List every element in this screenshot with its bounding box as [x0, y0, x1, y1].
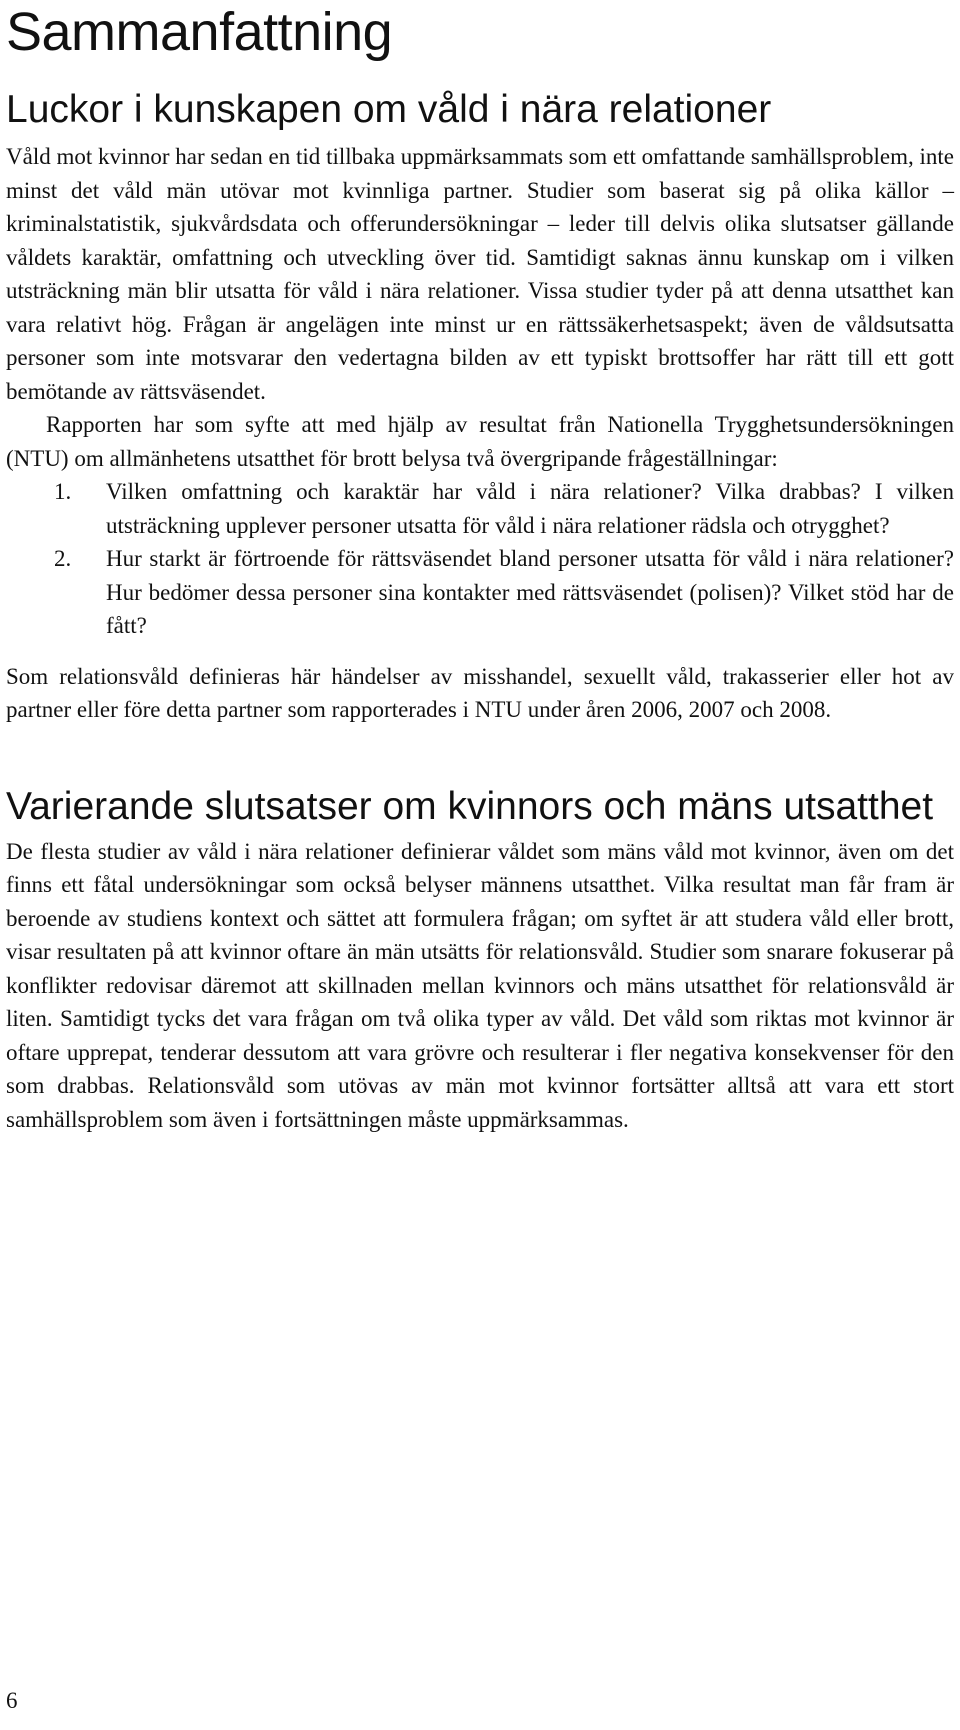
list-item-number: 1. [54, 479, 72, 504]
page-number: 6 [6, 1688, 18, 1713]
list-item-number: 2. [54, 546, 72, 571]
document-page [6, 0, 954, 1136]
body-paragraph: Rapporten har som syfte att med hjälp av resultat från Nationella Trygghetsundersökningen (NTU) om allmänhetens utsatthet för brott belysa två övergripande frågeställningar: [6, 412, 954, 471]
section-heading-luckor: Luckor i kunskapen om våld i nära relationer [6, 88, 772, 131]
list-item [6, 542, 954, 643]
page-title: Sammanfattning [6, 2, 393, 62]
question-list [6, 475, 954, 643]
list-item [6, 475, 954, 542]
body-paragraph: De flesta studier av våld i nära relationer definierar våldet som mäns våld mot kvinnor, även om det finns ett fåtal undersökningar som också belyser männens utsatthet. Vilka resultat man får fram är beroende av studiens kontext och sättet att formulera frågan; om syftet är att studera våld eller brott, visar resultaten på att kvinnor oftare än män utsätts för relationsvåld. Studier som snarare fokuserar på konflikter redovisar däremot att skillnaden mellan kvinnors och mäns utsatthet för relationsvåld är liten. Samtidigt tycks det vara frågan om två olika typer av våld. Det våld som riktas mot kvinnor är oftare upprepat, tenderar dessutom att vara grövre och resulterar i fler negativa konsekvenser för den som drabbas. Relationsvåld som utövas av män mot kvinnor fortsätter alltså att vara ett stort samhällsproblem som även i fortsättningen måste uppmärksammas. [6, 838, 954, 1132]
list-item-text: Hur starkt är förtroende för rättsväsendet bland personer utsatta för våld i nära relationer? Hur bedömer dessa personer sina kontakter med rättsväsendet (polisen)? Vilket stöd har de fått? [106, 546, 954, 638]
body-paragraph: Som relationsvåld definieras här händelser av misshandel, sexuellt våld, trakasserier eller hot av partner eller före detta partner som rapporterades i NTU under åren 2006, 2007 och 2008. [6, 663, 954, 722]
list-item-text: Vilken omfattning och karaktär har våld i nära relationer? Vilka drabbas? I vilken utsträckning upplever personer utsatta för våld i nära relationer rädsla och otrygghet? [106, 479, 954, 538]
body-paragraph: Våld mot kvinnor har sedan en tid tillbaka uppmärksammats som ett omfattande samhällsproblem, inte minst det våld män utövar mot kvinnliga partner. Studier som baserat sig på olika källor – kriminalstatistik, sjukvårdsdata och offerundersökningar – leder till delvis olika slutsatser gällande våldets karaktär, omfattning och utveckling över tid. Samtidigt saknas ännu kunskap om i vilken utsträckning män blir utsatta för våld i nära relationer. Vissa studier tyder på att denna utsatthet kan vara relativt hög. Frågan är angelägen inte minst ur en rättssäkerhetsaspekt; även de våldsutsatta personer som inte motsvarar den vedertagna bilden av ett typiskt brottsoffer har rätt till ett gott bemötande av rättsväsendet. [6, 144, 954, 404]
section-heading-varierande: Varierande slutsatser om kvinnors och mäns utsatthet [6, 784, 934, 828]
